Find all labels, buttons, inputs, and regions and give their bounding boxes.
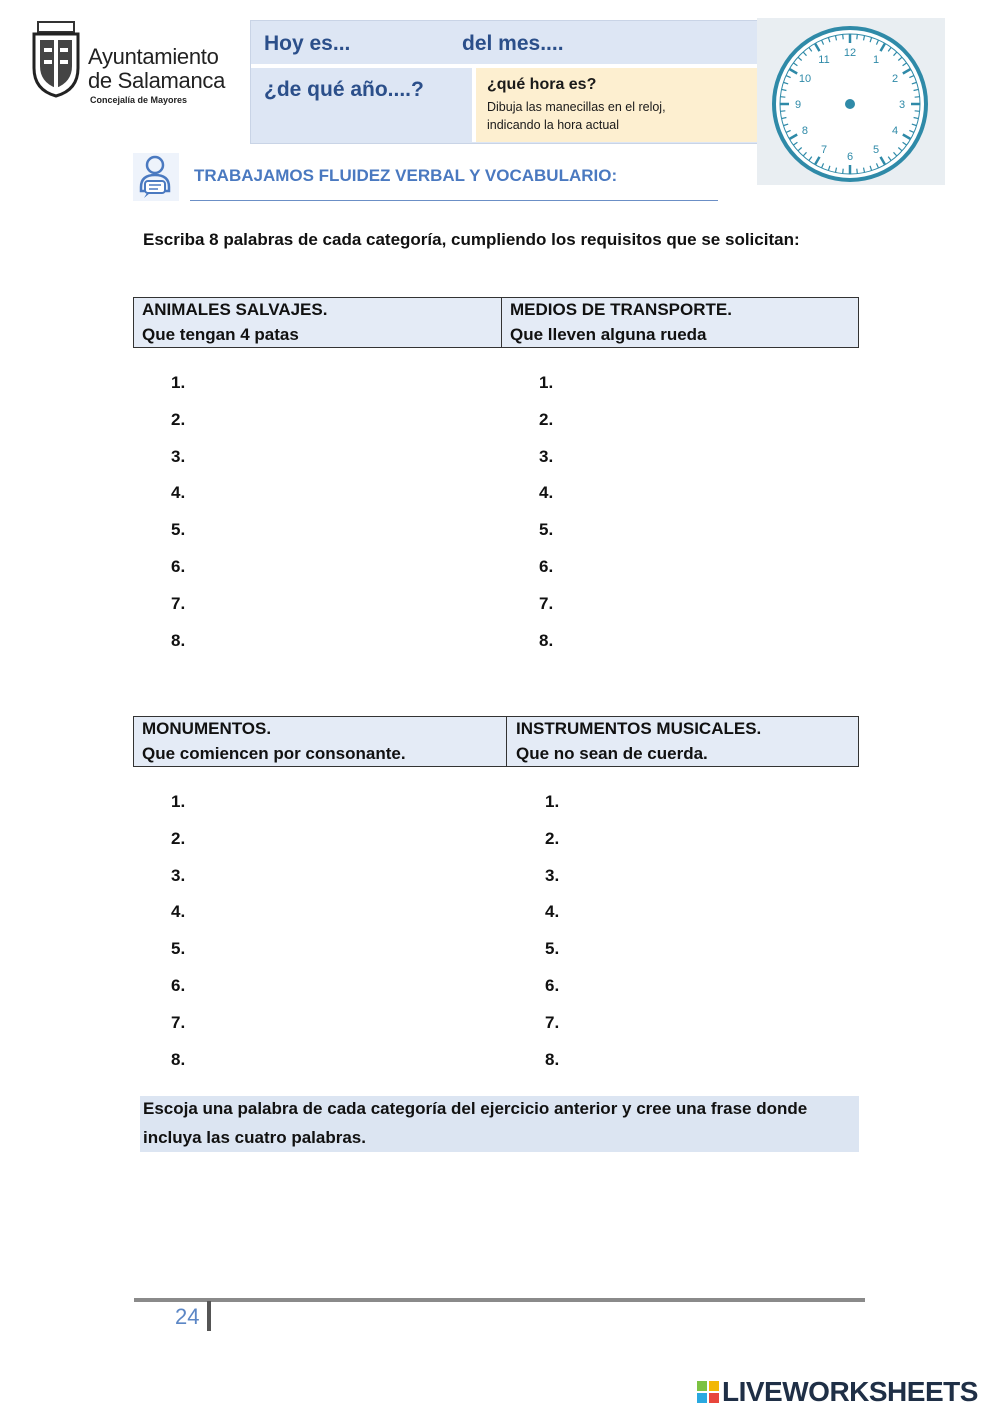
instruments-answer-item-7[interactable]: 7. (545, 1012, 560, 1032)
category-rule-instruments: Que no sean de cuerda. (516, 744, 708, 763)
clock-number-1: 1 (872, 53, 880, 66)
org-name-line2: de Salamanca (88, 68, 226, 93)
clock-number-10: 10 (798, 73, 812, 85)
date-month-label: del mes.... (462, 32, 564, 55)
clock-number-2: 2 (891, 73, 899, 85)
section-underline (190, 200, 718, 201)
section-title: TRABAJAMOS FLUIDEZ VERBAL Y VOCABULARIO: (194, 166, 618, 185)
clock-tick (780, 111, 785, 112)
animals-answer-item-3[interactable]: 3. (171, 446, 186, 466)
category-title-monuments: MONUMENTOS. (142, 719, 272, 738)
date-year-label: ¿de qué año....? (264, 78, 424, 101)
animals-answer-item-4[interactable]: 4. (171, 483, 186, 503)
instruments-answer-item-4[interactable]: 4. (545, 902, 560, 922)
clock-number-9: 9 (794, 99, 802, 111)
page-number: 24 (175, 1304, 200, 1329)
clock-tick (843, 169, 844, 174)
instruments-answer-item-2[interactable]: 2. (545, 828, 560, 848)
monuments-answer-item-6[interactable]: 6. (171, 976, 186, 995)
instruments-answer-item-6[interactable]: 6. (545, 976, 560, 995)
clock-tick (857, 169, 858, 174)
time-instruction-line1: Dibuja las manecillas en el reloj, (487, 100, 666, 114)
clock-tick (915, 97, 920, 98)
monuments-answer-item-5[interactable]: 5. (171, 939, 186, 959)
date-today-label: Hoy es... (264, 32, 351, 55)
clock-number-4: 4 (891, 125, 899, 137)
monuments-answer-item-4[interactable]: 4. (171, 902, 186, 922)
animals-answer-item-8[interactable]: 8. (171, 630, 186, 650)
instruments-answer-item-5[interactable]: 5. (545, 939, 560, 959)
footer-rule (134, 1298, 865, 1302)
monuments-answer-item-8[interactable]: 8. (171, 1049, 186, 1069)
transport-answer-item-1[interactable]: 1. (539, 373, 554, 392)
monuments-answer-item-2[interactable]: 2. (171, 828, 186, 848)
clock-tick (915, 111, 920, 112)
category-rule-monuments: Que comiencen por consonante. (142, 744, 406, 763)
category-rule-animals: Que tengan 4 patas (142, 325, 299, 344)
animals-answer-item-5[interactable]: 5. (171, 520, 186, 540)
transport-answer-item-3[interactable]: 3. (539, 446, 554, 466)
instructions-text: Escriba 8 palabras de cada categoría, cumpliendo los requisitos que se solicitan: (143, 230, 800, 249)
table-divider (501, 297, 502, 348)
transport-answer-item-5[interactable]: 5. (539, 520, 554, 540)
clock-number-12: 12 (843, 47, 857, 59)
animals-answer-item-6[interactable]: 6. (171, 557, 186, 576)
clock-number-5: 5 (872, 144, 880, 157)
clock-number-7: 7 (820, 144, 828, 157)
city-crest-logo (28, 18, 84, 100)
transport-answer-item-2[interactable]: 2. (539, 409, 554, 429)
liveworksheets-logo-icon (697, 1381, 719, 1403)
table-divider (506, 716, 507, 767)
clock-tick (843, 34, 844, 39)
footer-bar (207, 1301, 211, 1331)
time-instruction-line2: indicando la hora actual (487, 118, 620, 132)
liveworksheets-brand[interactable]: LIVEWORKSHEETS (722, 1376, 978, 1407)
category-title-transport: MEDIOS DE TRANSPORTE. (510, 300, 732, 319)
clock-number-11: 11 (818, 53, 830, 66)
category-title-animals: ANIMALES SALVAJES. (142, 300, 328, 319)
clock-center-dot (845, 99, 855, 109)
person-speech-icon (133, 153, 179, 201)
org-name-line1: Ayuntamiento (88, 44, 219, 69)
monuments-answer-item-1[interactable]: 1. (171, 792, 186, 811)
animals-answer-item-7[interactable]: 7. (171, 593, 186, 613)
clock-number-3: 3 (898, 99, 906, 111)
animals-answer-item-2[interactable]: 2. (171, 409, 186, 429)
transport-answer-item-7[interactable]: 7. (539, 593, 554, 613)
animals-answer-item-1[interactable]: 1. (171, 373, 186, 392)
instruments-answer-item-1[interactable]: 1. (545, 792, 560, 811)
clock-tick (780, 97, 785, 98)
clock-tick (857, 34, 858, 39)
clock-number-8: 8 (801, 125, 809, 137)
time-title: ¿qué hora es? (487, 76, 597, 93)
category-rule-transport: Que lleven alguna rueda (510, 325, 707, 344)
monuments-answer-item-3[interactable]: 3. (171, 865, 186, 885)
instruments-answer-item-8[interactable]: 8. (545, 1049, 560, 1069)
org-subtitle: Concejalía de Mayores (90, 95, 188, 105)
instruments-answer-item-3[interactable]: 3. (545, 865, 560, 885)
transport-answer-item-8[interactable]: 8. (539, 630, 554, 650)
monuments-answer-item-7[interactable]: 7. (171, 1012, 186, 1032)
final-instruction-text: Escoja una palabra de cada categoría del ejercicio anterior y cree una frase donde incluya las cuatro palabras. (143, 1099, 808, 1147)
clock-number-6: 6 (846, 151, 854, 163)
clock-face[interactable] (767, 24, 933, 184)
transport-answer-item-6[interactable]: 6. (539, 557, 554, 576)
transport-answer-item-4[interactable]: 4. (539, 483, 554, 503)
category-title-instruments: INSTRUMENTOS MUSICALES. (516, 719, 762, 738)
